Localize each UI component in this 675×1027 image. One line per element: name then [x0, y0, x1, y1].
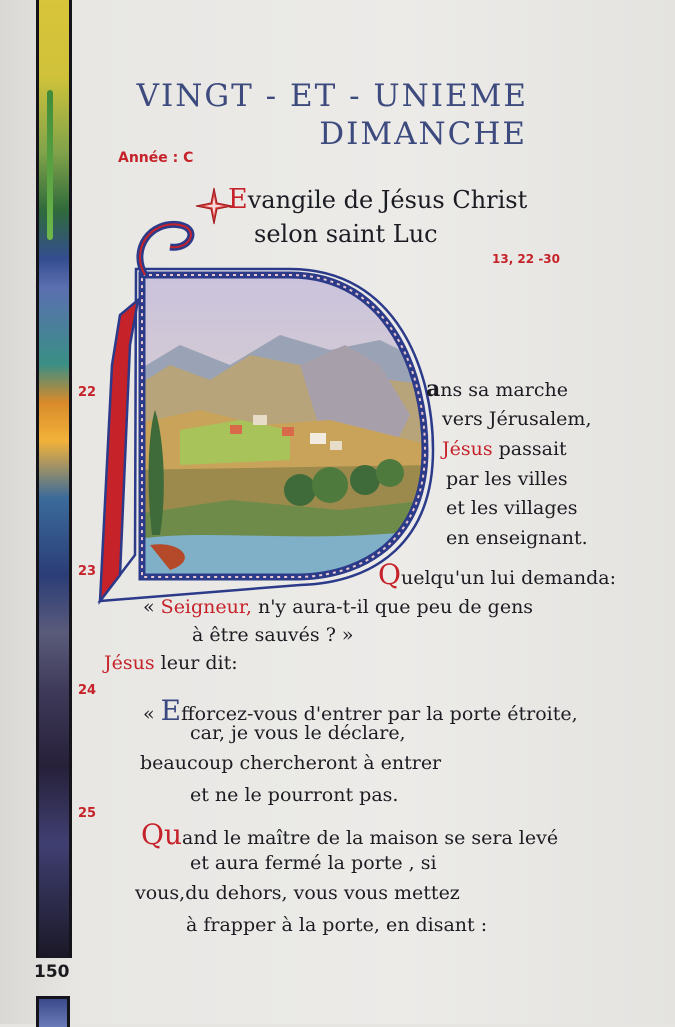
text-fragment: and le maître de la maison se sera levé	[182, 827, 559, 849]
page-title-line-2: DIMANCHE	[319, 116, 527, 152]
text-fragment: n'y aura-t-il que peu de gens	[251, 596, 534, 618]
text-fragment: «	[143, 596, 161, 618]
text-line: beaucoup chercheront à entrer	[140, 752, 442, 774]
illuminated-initial-d-landscape	[90, 215, 435, 615]
name-jesus: Jésus	[442, 438, 493, 460]
drop-cap: Q	[378, 558, 401, 591]
text-line: et ne le pourront pas.	[190, 784, 399, 806]
drop-cap: a	[426, 376, 441, 402]
illuminated-border-strip	[36, 0, 72, 958]
page-number: 150	[34, 962, 70, 982]
text-line	[104, 652, 238, 674]
text-line: par les villes	[446, 468, 568, 490]
scripture-reference: 13, 22 -30	[492, 252, 560, 266]
text-fragment: «	[143, 703, 161, 725]
name-jesus: Jésus	[104, 652, 155, 674]
verse-number: 24	[78, 683, 97, 698]
gospel-initial: E	[228, 184, 248, 215]
drop-cap: E	[160, 694, 182, 727]
text-line	[442, 438, 567, 460]
text-line: à frapper à la porte, en disant :	[186, 914, 488, 936]
text-line: en enseignant.	[446, 527, 588, 549]
illuminated-border-footer	[36, 996, 70, 1027]
gospel-heading-line-2: selon saint Luc	[254, 220, 438, 248]
text-fragment: leur dit:	[154, 652, 238, 674]
text-fragment: ns sa marche	[440, 379, 568, 401]
text-line: vers Jérusalem,	[442, 408, 592, 430]
text-line	[426, 376, 568, 402]
page-title-line-1: VINGT - ET - UNIEME	[136, 78, 528, 114]
text-fragment: passait	[492, 438, 567, 460]
text-line: vous,du dehors, vous vous mettez	[135, 882, 460, 904]
text-line	[378, 558, 616, 591]
gospel-heading-line-1	[228, 184, 527, 215]
verse-number: 25	[78, 806, 97, 821]
drop-cap: Qu	[141, 818, 182, 851]
text-line: et aura fermé la porte , si	[190, 852, 437, 874]
verse-number: 23	[78, 564, 97, 579]
text-line: à être sauvés ? »	[192, 624, 354, 646]
text-fragment: uelqu'un lui demanda:	[400, 567, 616, 589]
text-line: car, je vous le déclare,	[190, 722, 406, 744]
text-line	[141, 818, 558, 851]
liturgical-year: Année : C	[118, 150, 194, 166]
text-line: et les villages	[446, 497, 578, 519]
text-line	[143, 596, 533, 618]
verse-number: 22	[78, 385, 97, 400]
text-fragment: fforcez-vous d'entrer par la porte étroite,	[181, 703, 578, 725]
gospel-heading-text: vangile de Jésus Christ	[247, 186, 528, 214]
name-seigneur: Seigneur,	[160, 596, 252, 618]
